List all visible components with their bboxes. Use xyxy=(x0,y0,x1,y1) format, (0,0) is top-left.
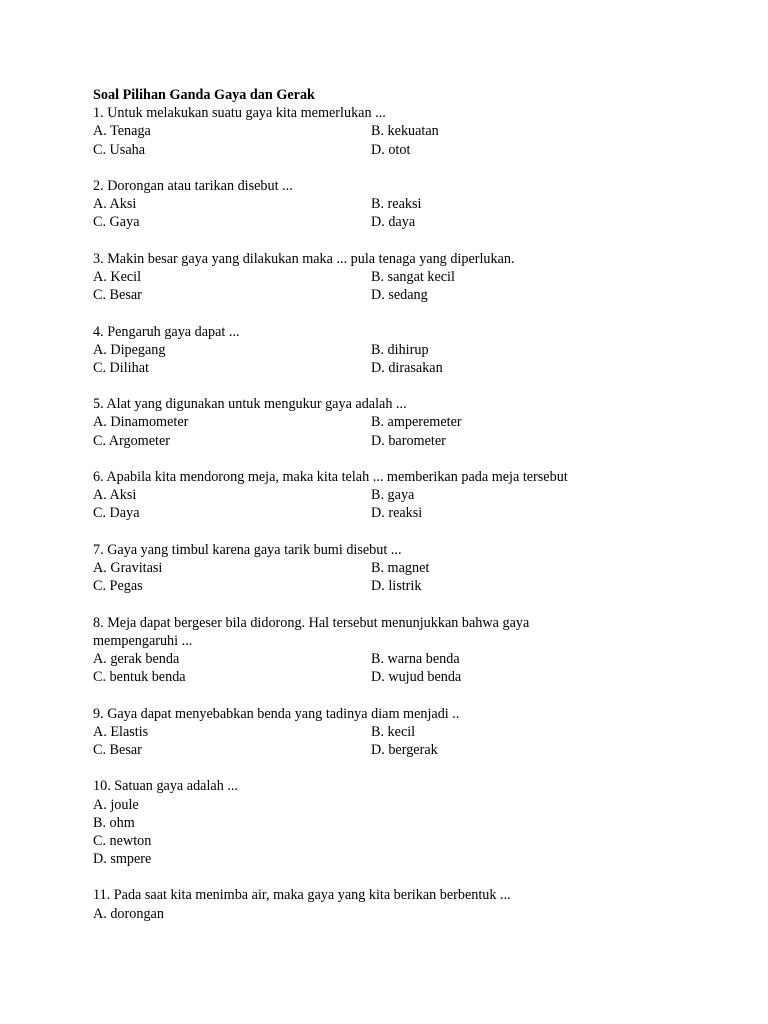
option-c: C. Gaya xyxy=(93,214,140,231)
option-b: B. dihirup xyxy=(371,341,429,358)
option-row xyxy=(93,504,653,522)
question-prompt: 2. Dorongan atau tarikan disebut ... xyxy=(93,177,293,194)
question-prompt: 4. Pengaruh gaya dapat ... xyxy=(93,323,240,340)
option-c: C. Argometer xyxy=(93,432,170,449)
question-item xyxy=(93,468,653,523)
option-row xyxy=(93,668,653,686)
option-d: D. dirasakan xyxy=(371,359,443,376)
option-c: C. bentuk benda xyxy=(93,669,186,686)
question-prompt: 3. Makin besar gaya yang dilakukan maka ... pula tenaga yang diperlukan. xyxy=(93,250,515,267)
option-row xyxy=(93,359,653,377)
option-a: A. Dipegang xyxy=(93,341,166,358)
option-b: B. amperemeter xyxy=(371,414,462,431)
option-row xyxy=(93,268,653,286)
option-d: D. reaksi xyxy=(371,505,423,522)
document-page xyxy=(93,86,653,941)
option-b: B. warna benda xyxy=(371,650,460,667)
option-b: B. kekuatan xyxy=(371,123,439,140)
option-d: D. sedang xyxy=(371,287,428,304)
option-a: A. Gravitasi xyxy=(93,560,163,576)
option-c: C. newton xyxy=(93,832,152,849)
option-d: D. otot xyxy=(371,141,411,158)
option-row xyxy=(93,486,653,504)
option-a: A. dorongan xyxy=(93,905,164,922)
option-b: B. sangat kecil xyxy=(371,268,455,285)
option-c: C. Daya xyxy=(93,505,140,522)
question-item xyxy=(93,177,653,232)
option-row xyxy=(93,213,653,231)
option-c: C. Besar xyxy=(93,741,142,758)
question-item xyxy=(93,250,653,305)
option-c: C. Pegas xyxy=(93,578,143,595)
option-row xyxy=(93,341,653,359)
question-prompt: 6. Apabila kita mendorong meja, maka kita telah ... memberikan pada meja tersebut xyxy=(93,469,568,486)
option-d: D. wujud benda xyxy=(371,669,462,686)
option-c: C. Usaha xyxy=(93,141,146,158)
question-item xyxy=(93,886,653,922)
option-a: A. Tenaga xyxy=(93,123,151,140)
option-d: D. bergerak xyxy=(371,741,438,758)
question-prompt: 5. Alat yang digunakan untuk mengukur gaya adalah ... xyxy=(93,396,407,413)
option-a: A. Elastis xyxy=(93,723,149,740)
question-prompt: 10. Satuan gaya adalah ... xyxy=(93,778,238,795)
option-a: A. joule xyxy=(93,796,139,813)
option-a: A. Aksi xyxy=(93,196,137,213)
question-item xyxy=(93,395,653,450)
option-row xyxy=(93,432,653,450)
option-row xyxy=(93,723,653,741)
question-item xyxy=(93,705,653,760)
option-d: D. smpere xyxy=(93,851,152,868)
option-a: A. Aksi xyxy=(93,487,137,504)
option-b: B. reaksi xyxy=(371,196,422,213)
question-item xyxy=(93,614,653,687)
option-b: B. ohm xyxy=(93,814,135,831)
question-prompt: 8. Meja dapat bergeser bila didorong. Hal tersebut menunjukkan bahwa gaya mempengaruhi ... xyxy=(93,614,530,649)
option-c: C. Dilihat xyxy=(93,359,149,376)
question-item xyxy=(93,104,653,159)
option-row xyxy=(93,413,653,431)
option-row xyxy=(93,559,653,577)
question-item xyxy=(93,323,653,378)
question-item xyxy=(93,541,653,596)
option-row xyxy=(93,122,653,140)
option-row xyxy=(93,286,653,304)
option-row xyxy=(93,141,653,159)
option-b: B. kecil xyxy=(371,723,416,740)
option-row xyxy=(93,650,653,668)
option-d: D. daya xyxy=(371,214,416,231)
option-d: D. listrik xyxy=(371,578,422,595)
option-d: D. barometer xyxy=(371,432,446,449)
option-b: B. gaya xyxy=(371,487,415,504)
question-prompt: 11. Pada saat kita menimba air, maka gaya yang kita berikan berbentuk ... xyxy=(93,887,511,904)
option-a: A. Kecil xyxy=(93,268,142,285)
question-item xyxy=(93,777,653,868)
option-a: A. gerak benda xyxy=(93,650,180,667)
option-c: C. Besar xyxy=(93,287,142,304)
option-a: A. Dinamometer xyxy=(93,414,189,431)
option-row xyxy=(93,741,653,759)
option-b: B. magnet xyxy=(371,560,430,576)
option-row xyxy=(93,195,653,213)
question-prompt: 7. Gaya yang timbul karena gaya tarik bumi disebut ... xyxy=(93,541,402,558)
question-prompt: 1. Untuk melakukan suatu gaya kita memerlukan ... xyxy=(93,105,386,122)
question-prompt: 9. Gaya dapat menyebabkan benda yang tadinya diam menjadi .. xyxy=(93,705,460,722)
document-title: Soal Pilihan Ganda Gaya dan Gerak xyxy=(93,87,315,103)
option-row xyxy=(93,577,653,595)
